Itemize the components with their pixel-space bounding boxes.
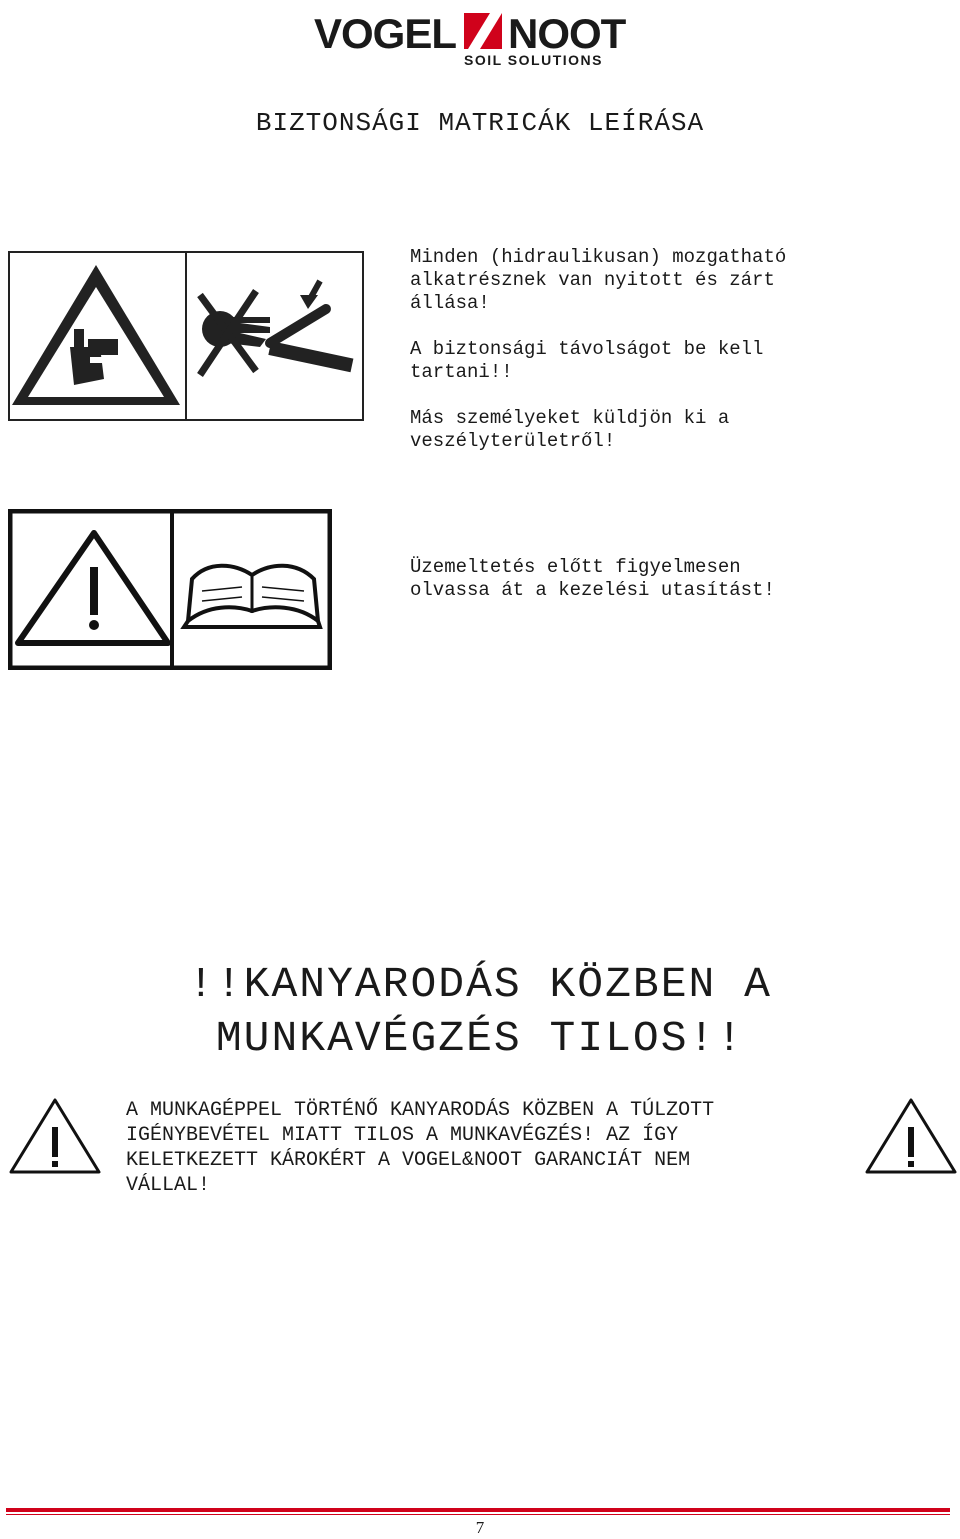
svg-text:VOGEL: VOGEL <box>314 10 457 57</box>
brand-logo <box>314 8 644 70</box>
caution-triangle-left-icon <box>8 1097 102 1175</box>
svg-text:SOIL SOLUTIONS: SOIL SOLUTIONS <box>464 52 603 68</box>
footer-rule <box>6 1508 950 1512</box>
decal-1-text: Minden (hidraulikusan) mozgatható alkatrésznek van nyitott és zárt állása! A biztonsági távolságot be kell tartani!! Más személyeket küldjön ki a veszélyterületről! <box>410 246 787 452</box>
turning-warning-heading: !!KANYARODÁS KÖZBEN A MUNKAVÉGZÉS TILOS!! <box>188 960 772 1063</box>
footer-rule-thin <box>6 1514 950 1515</box>
caution-triangle-right-icon <box>864 1097 958 1175</box>
crush-hazard-decal <box>8 251 364 421</box>
decal-2-text: Üzemeltetés előtt figyelmesen olvassa át a kezelési utasítást! <box>410 556 775 601</box>
page-number: 7 <box>475 1518 485 1537</box>
page-title: BIZTONSÁGI MATRICÁK LEÍRÁSA <box>255 108 705 138</box>
svg-text:NOOT: NOOT <box>508 10 626 57</box>
turning-warning-body: A MUNKAGÉPPEL TÖRTÉNŐ KANYARODÁS KÖZBEN A TÚLZOTT IGÉNYBEVÉTEL MIATT TILOS A MUNKAVÉGZÉS! AZ ÍGY KELETKEZETT KÁROKÉRT A VOGEL&NOOT GARANCIÁT NEM VÁLLAL! <box>126 1099 715 1197</box>
read-manual-decal <box>8 509 332 670</box>
